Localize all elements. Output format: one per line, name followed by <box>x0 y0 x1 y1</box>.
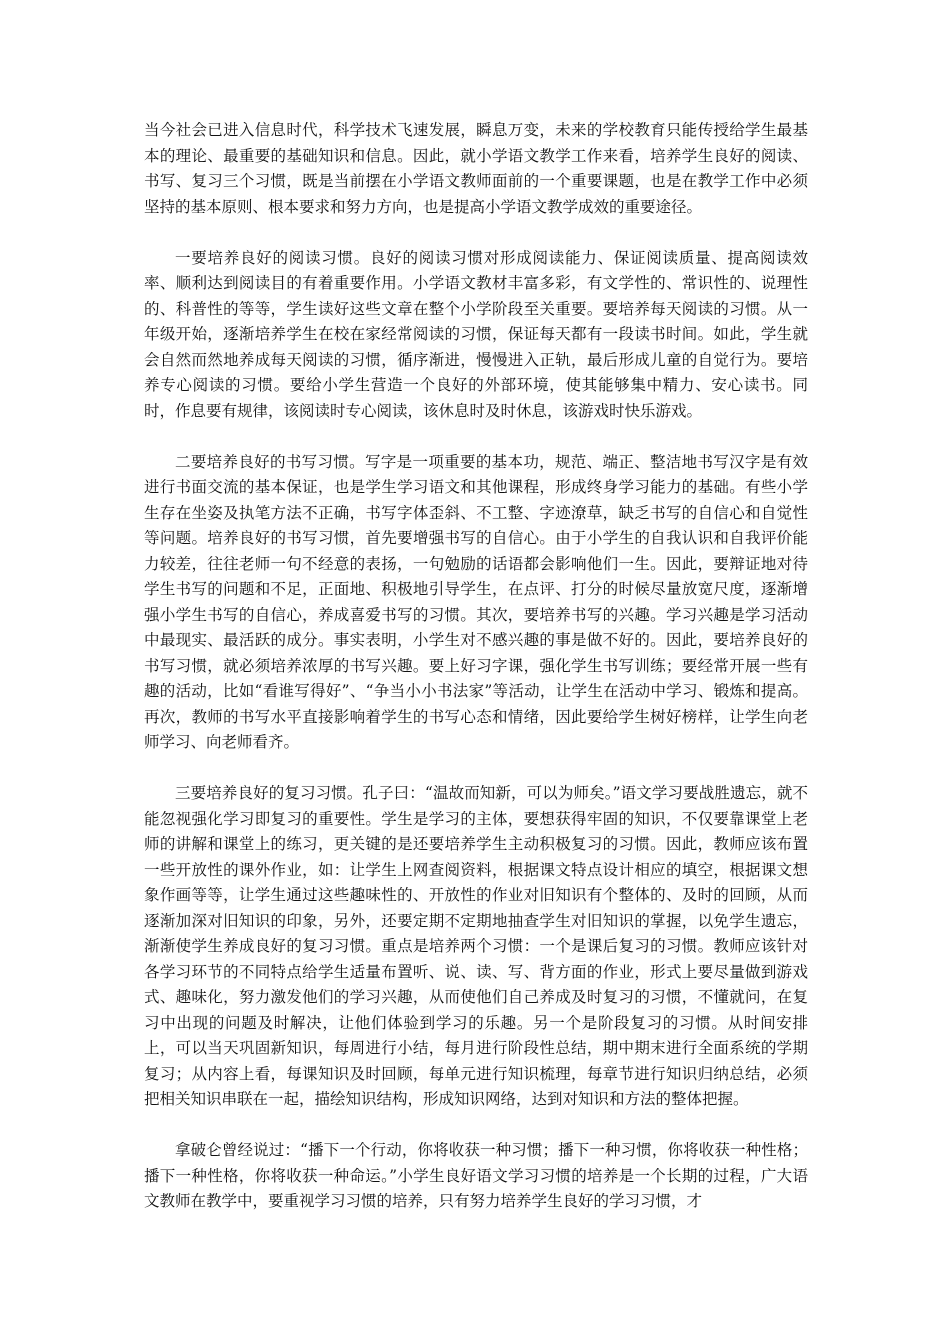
document-page <box>144 118 808 1240</box>
review-habit-paragraph: 三要培养良好的复习习惯。孔子曰：“温故而知新，可以为师矣。”语文学习要战胜遗忘，就不能忽视强化学习即复习的重要性。学生是学习的主体，要想获得牢固的知识，不仅要靠课堂上老师的讲解和课堂上的练习，更关键的是还要培养学生主动积极复习的习惯。因此，教师应该布置一些开放性的课外作业，如：让学生上网查阅资料，根据课文特点设计相应的填空，根据课文想象作画等等，让学生通过这些趣味性的、开放性的作业对旧知识有个整体的、及时的回顾，从而逐渐加深对旧知识的印象，另外，还要定期不定期地抽查学生对旧知识的掌握，以免学生遗忘，渐渐使学生养成良好的复习习惯。重点是培养两个习惯：一个是课后复习的习惯。教师应该针对各学习环节的不同特点给学生适量布置听、说、读、写、背方面的作业，形式上要尽量做到游戏式、趣味化，努力激发他们的学习兴趣，从而使他们自己养成及时复习的习惯，不懂就问，在复习中出现的问题及时解决，让他们体验到学习的乐趣。另一个是阶段复习的习惯。从时间安排上，可以当天巩固新知识，每周进行小结，每月进行阶段性总结，期中期末进行全面系统的学期复习；从内容上看，每课知识及时回顾，每单元进行知识梳理，每章节进行知识归纳总结，必须把相关知识串联在一起，描绘知识结构，形成知识网络，达到对知识和方法的整体把握。 <box>144 784 808 1108</box>
reading-habit-paragraph: 一要培养良好的阅读习惯。良好的阅读习惯对形成阅读能力、保证阅读质量、提高阅读效率、顺利达到阅读目的有着重要作用。小学语文教材丰富多彩，有文学性的、常识性的、说理性的、科普性的等等，学生读好这些文章在整个小学阶段至关重要。要培养每天阅读的习惯。从一年级开始，逐渐培养学生在校在家经常阅读的习惯，保证每天都有一段读书时间。如此，学生就会自然而然地养成每天阅读的习惯，循序渐进，慢慢进入正轨，最后形成儿童的自觉行为。要培养专心阅读的习惯。要给小学生营造一个良好的外部环境，使其能够集中精力、安心读书。同时，作息要有规律，该阅读时专心阅读，该休息时及时休息，该游戏时快乐游戏。 <box>144 248 808 420</box>
intro-paragraph: 当今社会已进入信息时代，科学技术飞速发展，瞬息万变，未来的学校教育只能传授给学生最基本的理论、最重要的基础知识和信息。因此，就小学语文教学工作来看，培养学生良好的阅读、书写、复习三个习惯，既是当前摆在小学语文教师面前的一个重要课题，也是在教学工作中必须坚持的基本原则、根本要求和努力方向，也是提高小学语文教学成效的重要途径。 <box>144 121 808 216</box>
conclusion-paragraph: 拿破仑曾经说过：“播下一个行动，你将收获一种习惯；播下一种习惯，你将收获一种性格；播下一种性格，你将收获一种命运。”小学生良好语文学习习惯的培养是一个长期的过程，广大语文教师在教学中，要重视学习习惯的培养，只有努力培养学生良好的学习习惯，才 <box>144 1141 808 1210</box>
writing-habit-paragraph: 二要培养良好的书写习惯。写字是一项重要的基本功，规范、端正、整洁地书写汉字是有效进行书面交流的基本保证，也是学生学习语文和其他课程，形成终身学习能力的基础。有些小学生存在坐姿及执笔方法不正确，书写字体歪斜、不工整、字迹潦草，缺乏书写的自信心和自觉性等问题。培养良好的书写习惯，首先要增强书写的自信心。由于小学生的自我认识和自我评价能力较差，往往老师一句不经意的表扬，一句勉励的话语都会影响他们一生。因此，要辩证地对待学生书写的问题和不足，正面地、积极地引导学生，在点评、打分的时候尽量放宽尺度，逐渐增强小学生书写的自信心，养成喜爱书写的习惯。其次，要培养书写的兴趣。学习兴趣是学习活动中最现实、最活跃的成分。事实表明，小学生对不感兴趣的事是做不好的。因此，要培养良好的书写习惯，就必须培养浓厚的书写兴趣。要上好习字课，强化学生书写训练；要经常开展一些有趣的活动，比如“看谁写得好”、“争当小小书法家”等活动，让学生在活动中学习、锻炼和提高。再次，教师的书写水平直接影响着学生的书写心态和情绪，因此要给学生树好榜样，让学生向老师学习、向老师看齐。 <box>144 452 808 751</box>
